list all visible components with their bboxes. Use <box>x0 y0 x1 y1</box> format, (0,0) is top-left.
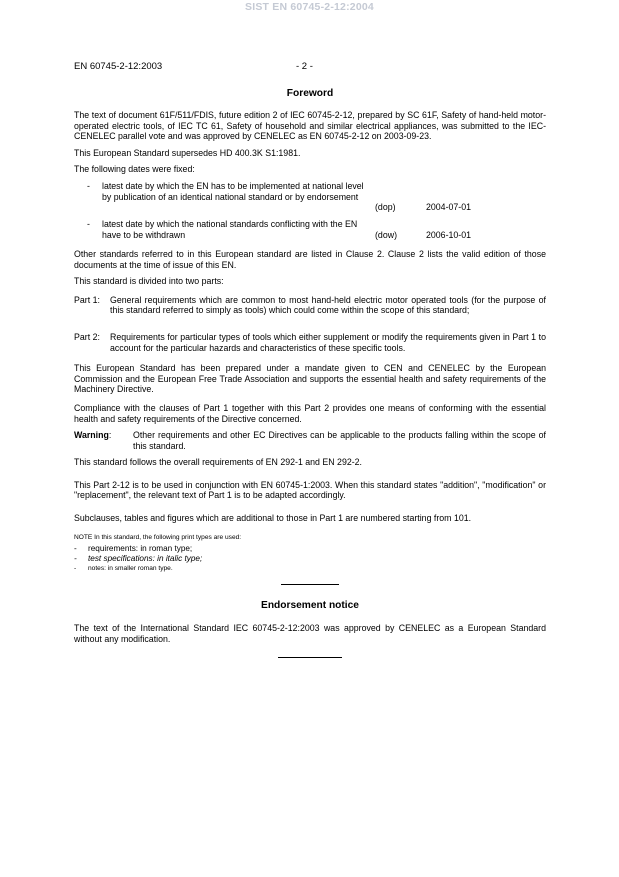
foreword-title: Foreword <box>286 88 334 99</box>
endorsement-text: The text of the International Standard IEC 60745-2-12:2003 was approved by CENELEC as a European Standard without any modification. <box>74 623 546 644</box>
warning-block <box>74 430 546 451</box>
foreword-paragraph-9: This Part 2-12 is to be used in conjunction with EN 60745-1:2003. When this standard states "addition", "modification" or "replacement", the relevant text of Part 1 is to be adapted accordingly. <box>74 479 546 501</box>
note-item-italic <box>74 554 546 564</box>
dates-list <box>74 181 546 241</box>
endorsement-title: Endorsement notice <box>261 600 359 612</box>
date-value: 2004-07-01 <box>426 202 471 213</box>
part-label: Part 2: <box>74 331 100 342</box>
document-id: EN 60745-2-12:2003 <box>74 61 163 72</box>
list-dash: - <box>74 565 77 573</box>
date-description: latest date by which the EN has to be implemented at national level by publication of an identical national standard or by endorsement <box>102 180 364 202</box>
warning-label: Warning: <box>74 430 112 441</box>
foreword-paragraph-6: This European Standard has been prepared under a mandate given to CEN and CENELEC by the European Commission and the European Free Trade Association and supports the essential health and safety requirements of the Machinery Directive. <box>74 363 546 395</box>
date-item-dop <box>74 181 546 213</box>
part-label: Part 1: <box>74 294 100 305</box>
page-content <box>74 88 546 658</box>
date-description: latest date by which the national standards conflicting with the EN have to be withdrawn <box>102 218 358 240</box>
list-dash: - <box>74 544 77 554</box>
section-divider <box>281 584 339 585</box>
note-item-text: test specifications: in italic type; <box>88 554 203 564</box>
note-item-small <box>74 564 546 573</box>
part-text: General requirements which are common to most hand-held electric motor operated tools (for the purpose of this standard referred to simply as tools) which could come within the scope of this standard; <box>110 294 546 316</box>
foreword-paragraph-7: Compliance with the clauses of Part 1 together with this Part 2 provides one means of conforming with the essential health and safety requirements of the Directive concerned. <box>74 402 546 424</box>
end-divider <box>278 657 342 658</box>
date-abbreviation: (dow) <box>375 230 397 241</box>
list-dash: - <box>74 554 77 564</box>
note-intro: NOTE In this standard, the following print types are used: <box>74 533 242 541</box>
warning-text: Other requirements and other EC Directives can be applicable to the products falling within the scope of this standard. <box>133 430 546 451</box>
foreword-paragraph-1: The text of document 61F/511/FDIS, future edition 2 of IEC 60745-2-12, prepared by SC 61F, Safety of hand-held motor-operated electric tools, of IEC TC 61, Safety of household and similar electrical appliances, was submitted to the IEC-CENELEC parallel vote and was approved by CENELEC as EN 60745-2-12 on 2003-09-23. <box>74 110 546 142</box>
part-1-item <box>74 295 546 316</box>
page-number: - 2 - <box>296 61 313 72</box>
list-dash: - <box>87 180 90 191</box>
part-text: Requirements for particular types of tools which either supplement or modify the requirements given in Part 1 to account for the particular hazards and characteristics of these specific tools. <box>110 331 546 353</box>
foreword-paragraph-5: This standard is divided into two parts: <box>74 276 224 287</box>
foreword-paragraph-8: This standard follows the overall requirements of EN 292-1 and EN 292-2. <box>74 457 363 468</box>
note-item-text: requirements: in roman type; <box>88 544 193 554</box>
foreword-paragraph-3: The following dates were fixed: <box>74 164 195 175</box>
date-value: 2006-10-01 <box>426 230 471 241</box>
foreword-paragraph-4: Other standards referred to in this European standard are listed in Clause 2. Clause 2 lists the valid edition of those documents at the time of issue of this EN. <box>74 248 546 270</box>
foreword-paragraph-2: This European Standard supersedes HD 400.3K S1:1981. <box>74 147 301 158</box>
part-2-item <box>74 332 546 353</box>
note-item-text: notes: in smaller roman type. <box>88 565 173 573</box>
date-abbreviation: (dop) <box>375 202 396 213</box>
watermark: SIST EN 60745-2-12:2004 <box>245 1 374 13</box>
list-dash: - <box>87 218 90 229</box>
date-item-dow <box>74 219 546 241</box>
foreword-paragraph-10: Subclauses, tables and figures which are additional to those in Part 1 are numbered starting from 101. <box>74 513 472 524</box>
note-item-roman <box>74 544 546 554</box>
